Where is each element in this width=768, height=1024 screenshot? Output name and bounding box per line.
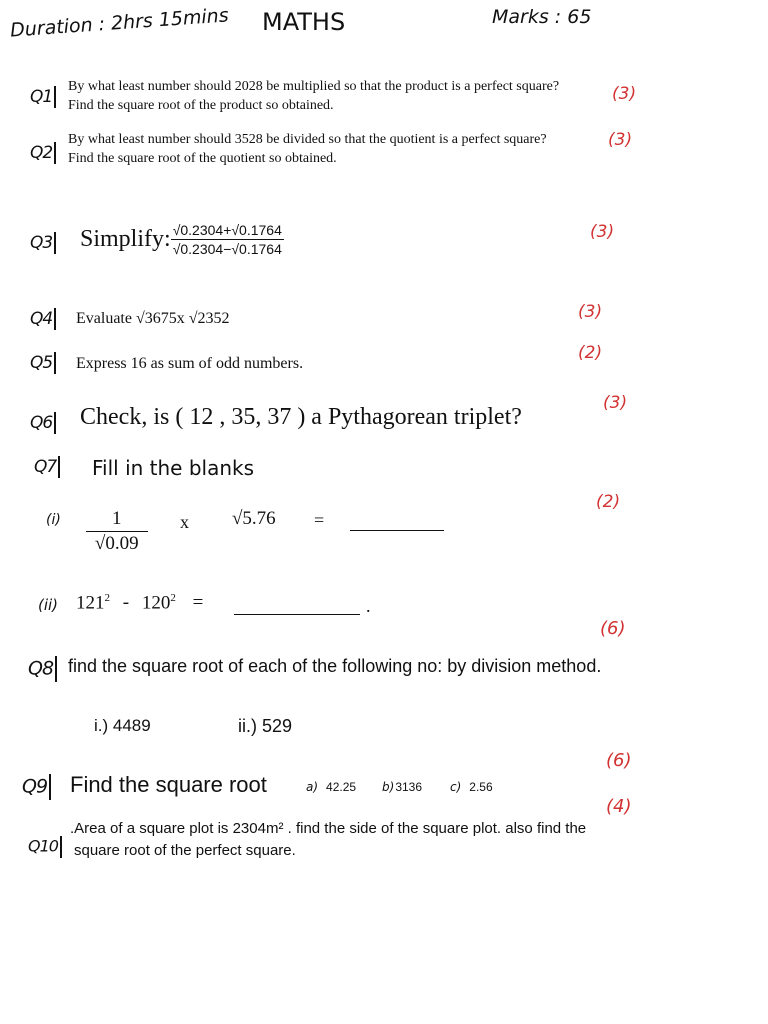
q9-text: Find the square root [70, 772, 267, 797]
q6-number: Q6 [30, 412, 56, 434]
q9-c-value: 2.56 [469, 780, 493, 794]
q7-text: Fill in the blanks [92, 456, 255, 480]
q3-label: Simplify: [80, 226, 171, 252]
q7-i-label: (i) [46, 512, 61, 528]
q6-text: Check, is ( 12 , 35, 37 ) a Pythagorean triplet? [80, 404, 522, 430]
q6-marks: (3) [603, 393, 628, 413]
q5-number: Q5 [30, 352, 56, 374]
q3-marks: (3) [590, 222, 615, 242]
q7-ii-base1: 121 [76, 592, 105, 614]
q5-marks: (2) [578, 343, 603, 363]
q3-numerator: √0.2304+√0.1764 [172, 222, 282, 238]
q2-number: Q2 [30, 142, 56, 164]
q9-b-label: b) [382, 780, 395, 794]
q7-i-root: √5.76 [232, 508, 276, 529]
duration-label: Duration : 2hrs 15mins [9, 4, 230, 42]
q2-marks: (3) [608, 130, 633, 150]
q3-fraction [171, 222, 284, 257]
q7-ii-label: (ii) [38, 596, 59, 614]
q7-i-numerator: 1 [86, 508, 148, 532]
q7-i-times: x [180, 512, 189, 532]
q9-part-a [306, 780, 356, 795]
q4-number: Q4 [30, 308, 56, 330]
q10-line1: .Area of a square plot is 2304m² . find the side of the square plot. also find the [70, 820, 587, 837]
q3-denominator: √0.2304−√0.1764 [172, 241, 282, 257]
q1-number: Q1 [30, 86, 56, 108]
q7-ii-expression [76, 592, 203, 614]
q4-marks: (3) [578, 302, 603, 322]
q7-ii-equals: = [192, 592, 204, 614]
q8-part-ii: ii.) 529 [238, 716, 293, 736]
q3-expression [80, 222, 284, 257]
q7-ii-base2: 120 [141, 592, 171, 614]
q7-i-denominator: √0.09 [94, 533, 139, 554]
q9-c-label: c) [450, 780, 462, 794]
q8-part-i: i.) 4489 [94, 716, 151, 735]
q7-ii-exp1: 2 [104, 592, 110, 604]
q7-i-fraction [86, 508, 148, 555]
q3-number: Q3 [30, 232, 56, 254]
q8-marks: (6) [600, 618, 626, 639]
q8-text: find the square root of each of the following no: by division method. [68, 656, 602, 676]
q9-part-b [382, 780, 422, 795]
q9-marks: (6) [606, 750, 632, 771]
q2-line1: By what least number should 3528 be divided so that the quotient is a perfect square? [68, 132, 547, 147]
q7-number: Q7 [34, 456, 60, 478]
q1-marks: (3) [612, 84, 637, 104]
q10-line2: square root of the perfect square. [74, 842, 296, 859]
q7-ii-minus: - [122, 592, 130, 614]
total-marks-label: Marks : 65 [492, 6, 592, 28]
q9-number: Q9 [22, 774, 51, 800]
q4-text: Evaluate √3675x √2352 [76, 310, 230, 327]
q7-i-equals: = [314, 510, 325, 530]
q7-ii-period: . [366, 596, 371, 616]
q7-ii-exp2: 2 [170, 592, 176, 604]
q2-line2: Find the square root of the quotient so obtained. [68, 151, 337, 166]
q7-ii-answer-blank[interactable] [234, 614, 360, 615]
q10-marks: (4) [606, 796, 632, 817]
q8-number: Q8 [28, 656, 57, 682]
q10-number: Q10 [28, 836, 62, 858]
q9-a-value: 42.25 [326, 780, 357, 794]
q9-a-label: a) [306, 780, 319, 794]
q9-part-c [450, 780, 493, 795]
q7-marks: (2) [596, 492, 621, 512]
q1-line2: Find the square root of the product so obtained. [68, 98, 334, 113]
subject-title: MATHS [262, 8, 346, 36]
q9-b-value: 3136 [395, 780, 423, 794]
q5-text: Express 16 as sum of odd numbers. [76, 355, 304, 372]
q1-line1: By what least number should 2028 be multiplied so that the product is a perfect square? [68, 79, 560, 94]
q7-i-answer-blank[interactable] [350, 530, 444, 531]
